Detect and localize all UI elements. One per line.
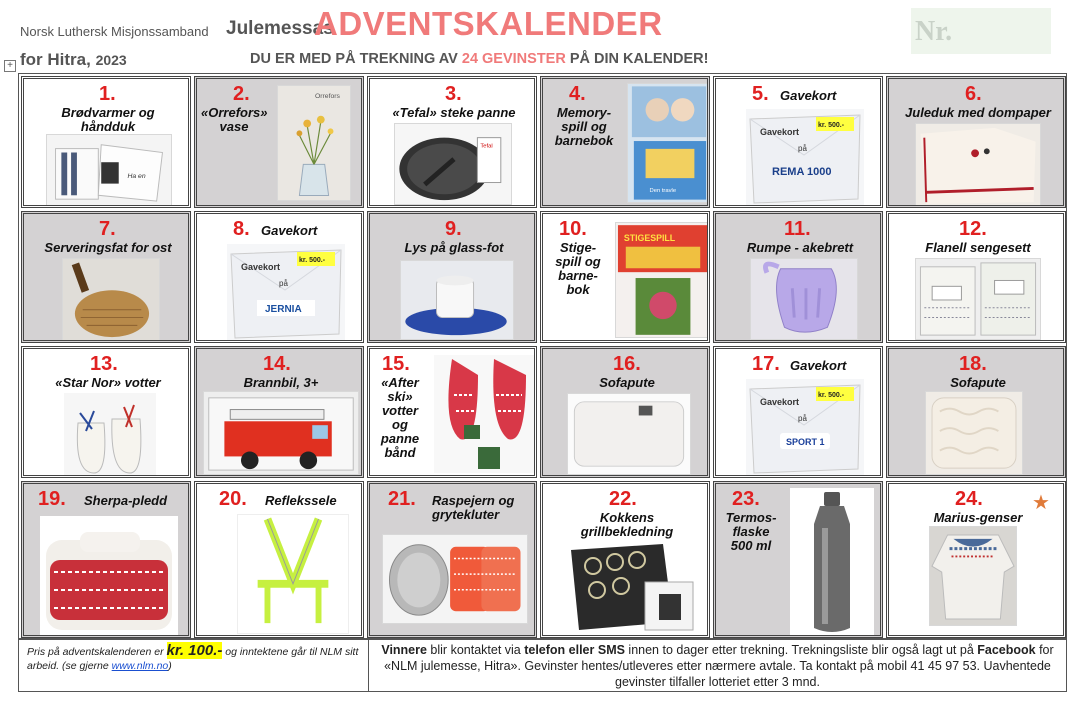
calendar-cell-2: [194, 76, 364, 208]
calendar-cell-4: [540, 76, 710, 208]
svg-text:Orrefors: Orrefors: [314, 93, 340, 101]
photo-fire-truck: [203, 391, 359, 475]
header: [0, 0, 1079, 74]
svg-text:JERNIA: JERNIA: [265, 304, 302, 315]
star-icon: ★: [1032, 492, 1050, 514]
cell-label: Brødvarmer og håndduk: [61, 105, 155, 134]
winner-text-4: innen to dager etter trekning. Trekningsliste blir også lagt ut på: [624, 643, 978, 657]
calendar-cell-10: [540, 211, 710, 343]
number-label: Nr.: [915, 16, 953, 47]
photo-memory-book: [627, 83, 710, 203]
cell-number: 24.: [955, 488, 983, 510]
calendar-cell-14: [194, 346, 364, 478]
price-text-a: Pris på adventskalenderen er: [27, 646, 167, 658]
svg-text:SPORT 1: SPORT 1: [786, 437, 825, 447]
cell-number: 10.: [559, 218, 587, 240]
price-info: [19, 640, 369, 691]
cell-number: 13.: [90, 353, 118, 375]
photo-sled: [750, 258, 858, 340]
calendar-cell-8: [194, 211, 364, 343]
cell-number: 19.: [38, 488, 66, 510]
winner-info: [369, 640, 1066, 691]
photo-bread-warmer: [46, 134, 172, 206]
photo-grill-apron: [565, 540, 697, 634]
tagline-part-a: DU ER MED PÅ TREKNING AV: [250, 51, 462, 67]
tagline-highlight: 24 GEVINSTER: [461, 51, 566, 67]
cell-number: 3.: [445, 83, 462, 105]
location-text: for Hitra,: [20, 50, 91, 69]
svg-text:Gavekort: Gavekort: [760, 127, 800, 137]
svg-text:Den travle: Den travle: [649, 187, 677, 194]
price-text-c: ): [168, 660, 172, 672]
calendar-grid: [18, 73, 1067, 639]
cell-label: «After ski» votter og panne bånd: [380, 375, 420, 460]
cell-label: Gavekort: [261, 223, 318, 238]
cell-number: 11.: [784, 218, 811, 240]
svg-text:Tefal: Tefal: [480, 143, 493, 150]
calendar-cell-3: [367, 76, 537, 208]
cell-label: Marius-genser: [933, 510, 1023, 525]
cell-label: Raspejern og grytekluter: [432, 493, 515, 522]
svg-text:Ha en: Ha en: [127, 172, 146, 180]
facebook-bold: Facebook: [977, 643, 1036, 657]
cell-number: 4.: [569, 83, 586, 105]
cell-label: Serveringsfat for ost: [44, 240, 172, 255]
calendar-cell-16: [540, 346, 710, 478]
cell-label: Gavekort: [780, 88, 837, 103]
winner-text-6: for «NLM julemesse, Hitra». Gevinster hentes/utleveres etter nærmere avtale. Ta kontakt på mobil 41 45 97 53. Uavhentede gevinster tilfaller lotteriet etter 3 mnd.: [384, 643, 1054, 689]
photo-ladder-game: [615, 222, 710, 338]
photo-vase: [277, 85, 351, 201]
photo-giftcard-sport1: [746, 379, 864, 475]
cell-label: Sofapute: [599, 375, 655, 390]
cell-number: 1.: [99, 83, 116, 105]
photo-thermos: [790, 488, 874, 636]
photo-cushion-16: [567, 393, 691, 475]
cell-label: Brannbil, 3+: [243, 375, 319, 390]
svg-text:på: på: [798, 144, 807, 153]
cell-label: Stige- spill og barne- bok: [555, 240, 601, 297]
cell-number: 20.: [219, 488, 247, 510]
calendar-cell-9: [367, 211, 537, 343]
photo-cheese-board: [62, 258, 160, 342]
photo-marius-sweater: [929, 526, 1017, 626]
calendar-cell-22: [540, 481, 710, 638]
cell-label: «Orrefors» vase: [201, 105, 268, 134]
photo-giftcard-rema: [746, 109, 864, 205]
svg-text:REMA 1000: REMA 1000: [772, 166, 832, 178]
price-text-b: og inntektene går til NLM sitt arbeid. (se gjerne: [27, 646, 359, 672]
photo-sherpa-blanket: [40, 516, 178, 636]
tagline: [250, 51, 708, 67]
calendar-cell-23: [713, 481, 883, 638]
cell-label: «Star Nor» votter: [55, 375, 161, 390]
svg-text:Gavekort: Gavekort: [241, 262, 281, 272]
photo-mittens: [64, 393, 156, 477]
cell-label: Sherpa-pledd: [84, 493, 168, 508]
photo-cushion-18: [925, 391, 1023, 475]
cell-label: Gavekort: [790, 358, 847, 373]
cell-number: 12.: [959, 218, 987, 240]
photo-frying-pan: [394, 123, 512, 205]
cell-number: 14.: [263, 353, 291, 375]
nlm-link[interactable]: www.nlm.no: [111, 660, 169, 672]
org-name: Norsk Luthersk Misjonssamband: [20, 24, 209, 39]
page-title: ADVENTSKALENDER: [314, 5, 663, 42]
calendar-cell-24: [886, 481, 1066, 638]
julemesse-label: Julemessas: [226, 18, 334, 39]
svg-text:kr. 500.-: kr. 500.-: [299, 257, 326, 264]
calendar-cell-17: [713, 346, 883, 478]
cell-label: Rumpe - akebrett: [746, 240, 854, 255]
cell-label: «Tefal» steke panne: [392, 105, 516, 120]
cell-number: 21.: [388, 488, 416, 510]
photo-tablecloth: [915, 123, 1041, 207]
svg-text:på: på: [279, 279, 288, 288]
calendar-cell-1: [21, 76, 191, 208]
cell-number: 23.: [732, 488, 760, 510]
cell-number: 15.: [382, 353, 410, 375]
photo-grater-potholders: [382, 534, 528, 624]
cell-label: Flanell sengesett: [925, 240, 1031, 255]
cell-number: 16.: [613, 353, 641, 375]
calendar-cell-20: [194, 481, 364, 638]
cell-label: Lys på glass-fot: [404, 240, 504, 255]
calendar-cell-21: [367, 481, 537, 638]
cell-number: 18.: [959, 353, 987, 375]
winner-text-2: blir kontaktet via: [426, 643, 525, 657]
calendar-cell-18: [886, 346, 1066, 478]
photo-bedding: [915, 258, 1041, 340]
year-text: 2023: [95, 52, 127, 68]
cell-label: Reflekssele: [265, 493, 337, 508]
table-move-handle-icon[interactable]: +: [4, 60, 16, 72]
location-line: [20, 50, 127, 70]
cell-label: Memory- spill og barnebok: [554, 105, 614, 148]
cell-number: 5.: [752, 83, 769, 105]
cell-number: 7.: [99, 218, 116, 240]
cell-label: Juleduk med dompaper: [905, 105, 1051, 120]
cell-number: 9.: [445, 218, 462, 240]
svg-text:Gavekort: Gavekort: [760, 397, 800, 407]
calendar-cell-7: [21, 211, 191, 343]
cell-number: 6.: [965, 83, 982, 105]
contact-bold: telefon eller SMS: [524, 643, 625, 657]
tagline-part-c: PÅ DIN KALENDER!: [565, 51, 709, 67]
svg-text:kr. 500.-: kr. 500.-: [818, 392, 845, 399]
photo-giftcard-jernia: [227, 244, 345, 340]
photo-candle: [400, 260, 514, 340]
cell-number: 22.: [609, 488, 637, 510]
cell-number: 2.: [233, 83, 250, 105]
svg-text:kr. 500.-: kr. 500.-: [818, 122, 845, 129]
calendar-cell-15: [367, 346, 537, 478]
calendar-cell-13: [21, 346, 191, 478]
svg-text:STIGESPILL: STIGESPILL: [623, 232, 676, 243]
photo-reflective-vest: [237, 514, 349, 634]
photo-after-ski-mittens: [434, 355, 536, 473]
svg-text:på: på: [798, 414, 807, 423]
calendar-cell-5: [713, 76, 883, 208]
cell-number: 8.: [233, 218, 250, 240]
cell-label: Termos- flaske 500 ml: [725, 510, 777, 553]
calendar-cell-11: [713, 211, 883, 343]
calendar-cell-12: [886, 211, 1066, 343]
number-box[interactable]: [911, 8, 1051, 54]
calendar-cell-6: [886, 76, 1066, 208]
price-highlight: kr. 100.-: [166, 642, 223, 659]
footer: [18, 639, 1067, 692]
cell-number: 17.: [752, 353, 780, 375]
winner-bold: Vinnere: [381, 643, 427, 657]
cell-label: Sofapute: [950, 375, 1006, 390]
cell-label: Kokkens grillbekledning: [580, 510, 674, 539]
calendar-cell-19: [21, 481, 191, 638]
